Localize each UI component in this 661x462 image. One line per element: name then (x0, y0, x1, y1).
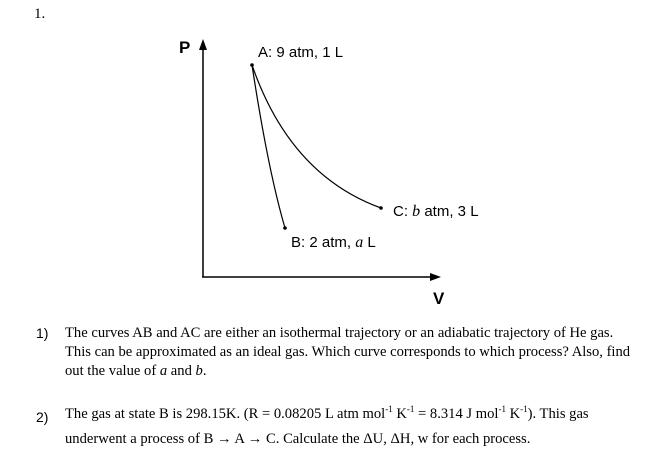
v-axis-label: V (433, 289, 445, 308)
v-axis-arrow-icon (430, 273, 441, 281)
question-number: 1. (34, 6, 46, 22)
question-2 (36, 402, 636, 452)
question-1-text: The curves AB and AC are either an isothermal trajectory or an adiabatic trajectory of He gas. This can be approximated as an ideal gas. Which curve corresponds to which process? Also, find out the value of a and b. (65, 325, 631, 379)
question-2-text: The gas at state B is 298.15K. (R = 0.08205 L atm mol$^{-1}$ $K^{-1} = 8.314$ J mol$^{-1}$ $K^{-1}$). This gas underwent a process of B → A → C. Calculate the ΔU, ΔH, w for each process. (65, 404, 589, 447)
point-b-label: B: 2 atm, a L (291, 234, 376, 251)
point-a-marker (250, 63, 254, 67)
p-axis-label: P (179, 38, 191, 57)
point-a-label: A: 9 atm, 1 L (258, 44, 344, 61)
point-c-marker (379, 206, 383, 210)
question-2-number: 2) (36, 409, 49, 425)
p-axis-arrow-icon (199, 39, 207, 50)
curve-ac (252, 65, 381, 208)
question-1-number: 1) (36, 325, 49, 341)
point-c-label: C: b atm, 3 L (393, 203, 479, 220)
point-b-marker (283, 226, 287, 230)
question-1 (36, 324, 636, 381)
curve-ab (252, 65, 285, 228)
